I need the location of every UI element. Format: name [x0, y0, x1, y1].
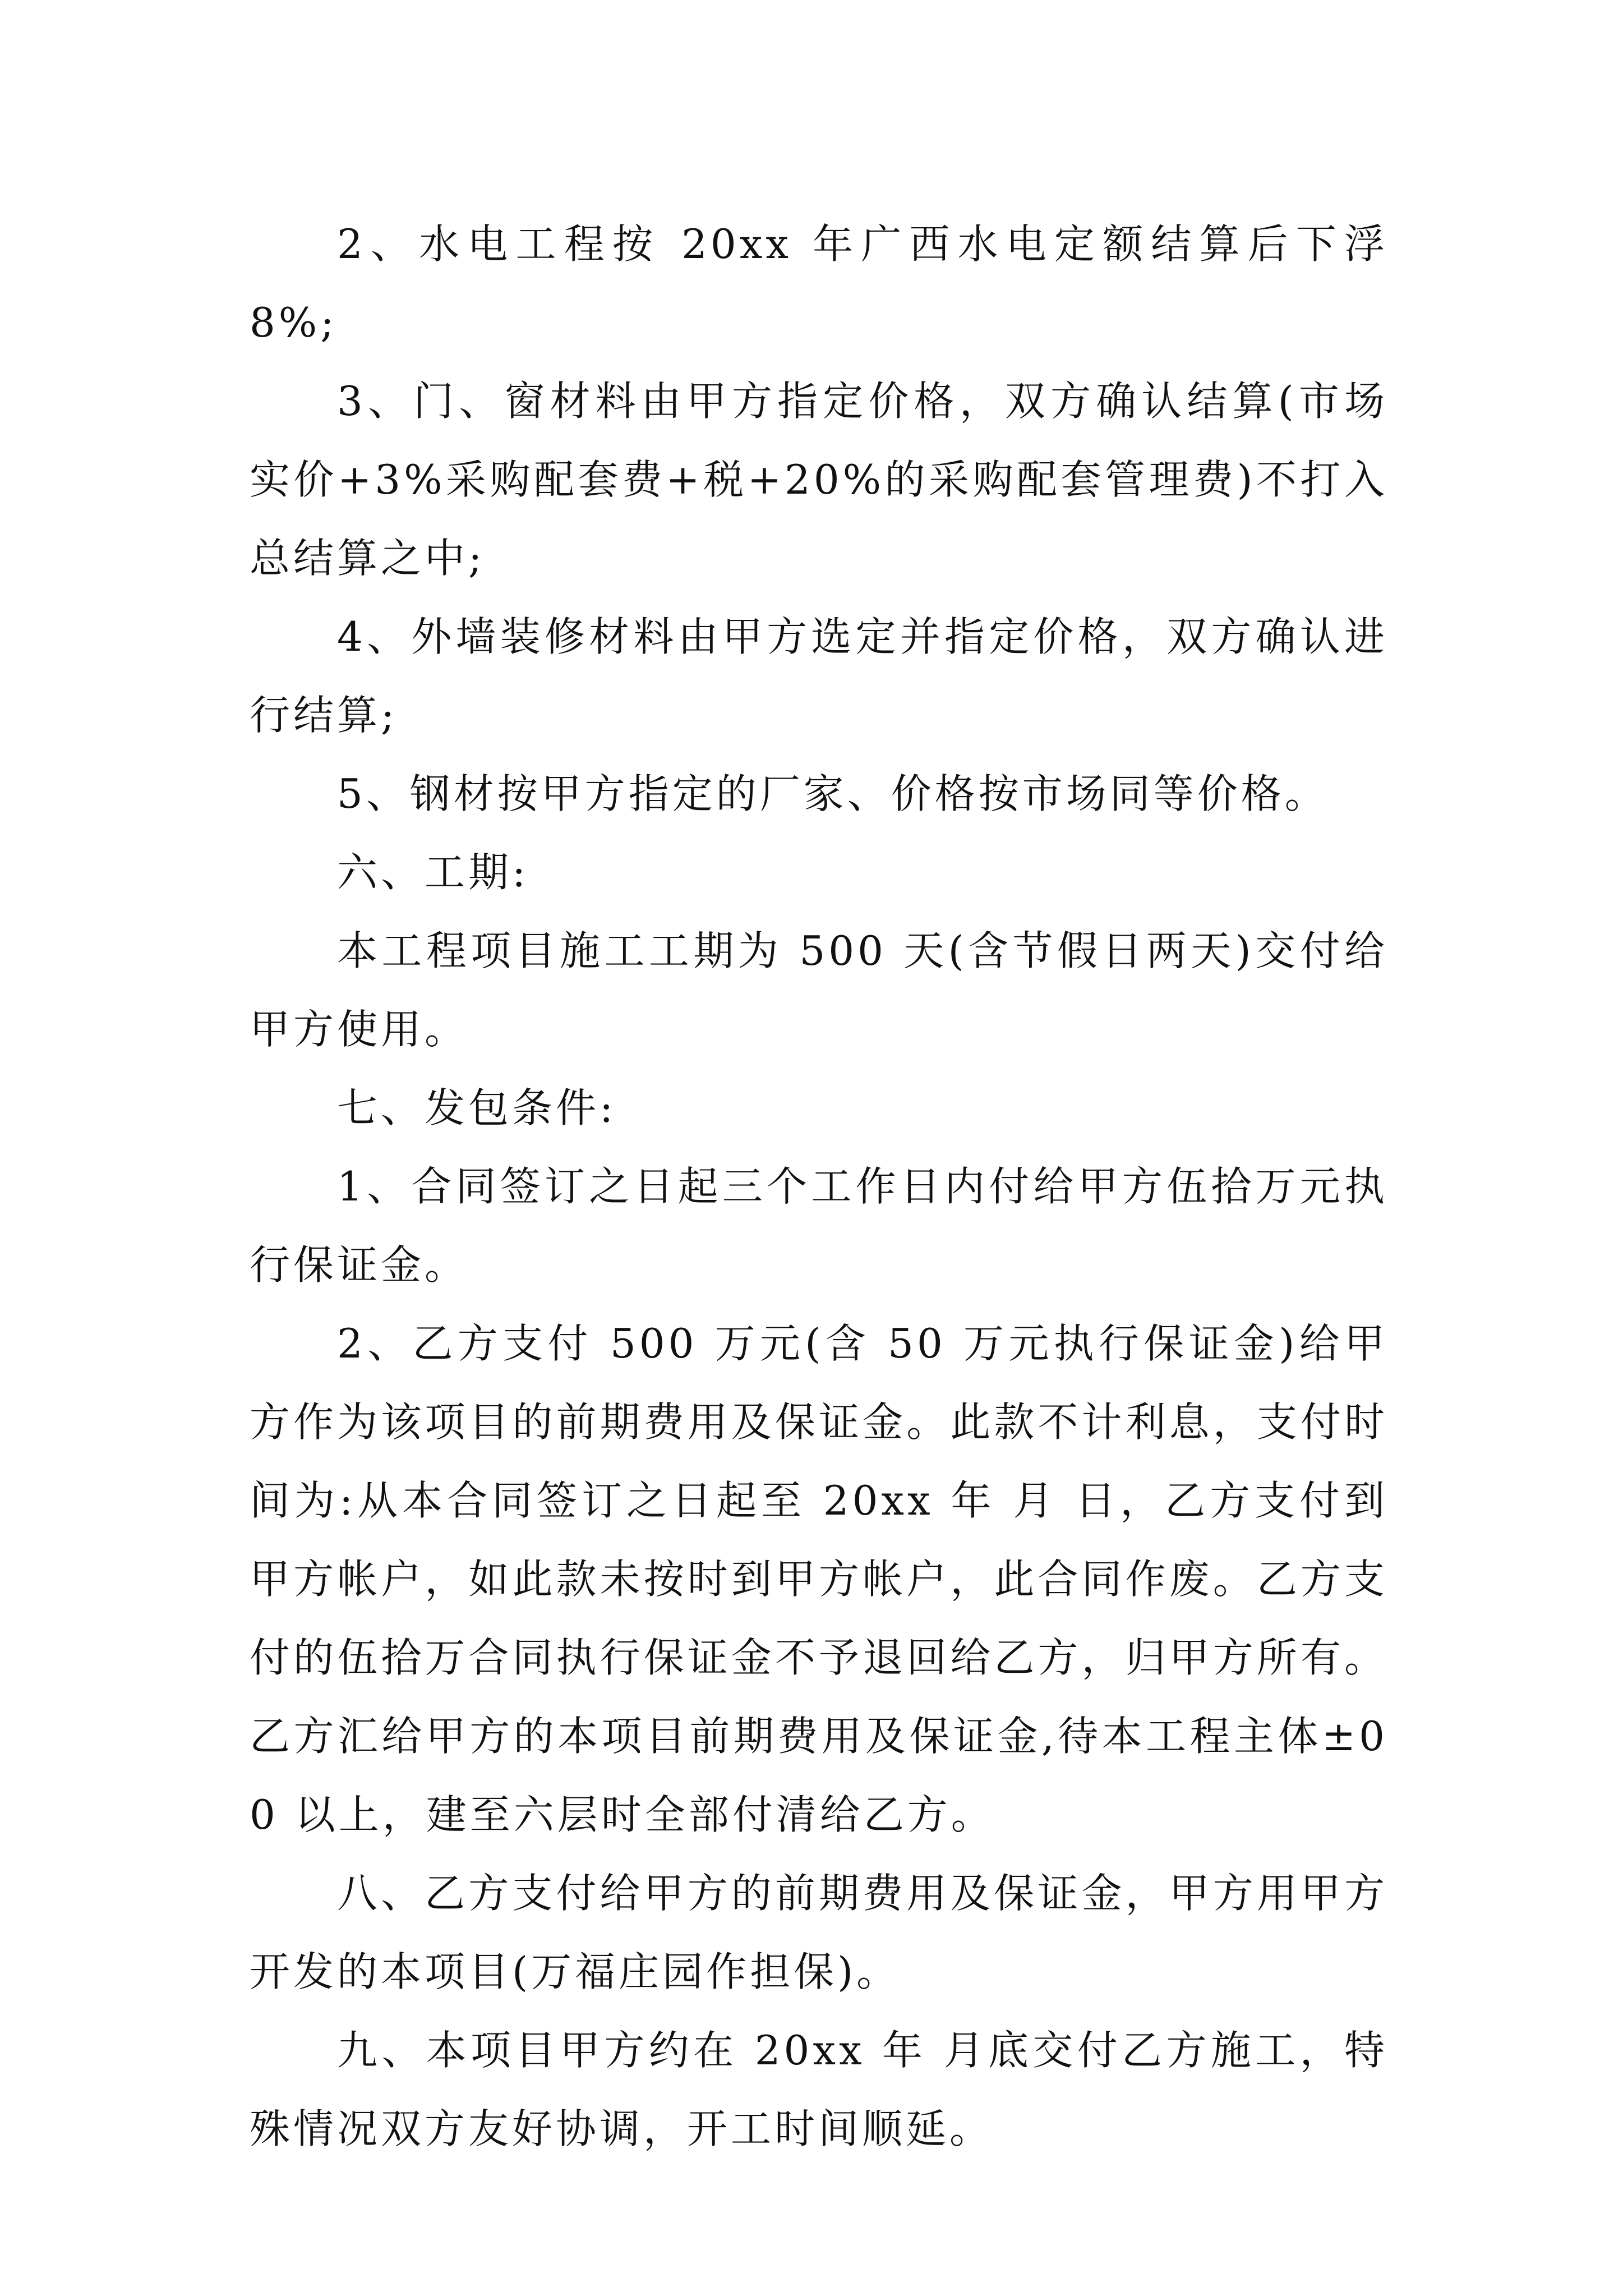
paragraph-doors-windows-pricing: 3、门、窗材料由甲方指定价格，双方确认结算(市场实价+3%采购配套费+税+20%的采购配套管理费)不打入总结算之中; — [250, 378, 1388, 582]
section-heading-schedule: 六、工期: — [337, 849, 529, 896]
paragraph-handover-schedule: 九、本项目甲方约在 20xx 年 月底交付乙方施工，特殊情况双方友好协调，开工时间顺延。 — [250, 2027, 1388, 2152]
paragraph-steel-pricing: 5、钢材按甲方指定的厂家、价格按市场同等价格。 — [337, 770, 1329, 817]
paragraph-guarantee: 八、乙方支付给甲方的前期费用及保证金，甲方用甲方开发的本项目(万福庄园作担保)。 — [250, 1870, 1388, 1995]
paragraph-construction-period: 本工程项目施工工期为 500 天(含节假日两天)交付给甲方使用。 — [250, 927, 1388, 1053]
paragraph-exterior-materials: 4、外墙装修材料由甲方选定并指定价格，双方确认进行结算; — [250, 613, 1388, 739]
document-body — [250, 205, 1388, 2168]
section-heading-contract-conditions: 七、发包条件: — [337, 1084, 617, 1131]
paragraph-upfront-payment: 2、乙方支付 500 万元(含 50 万元执行保证金)给甲方作为该项目的前期费用及保证金。此款不计利息，支付时间为:从本合同签订之日起至 20xx 年 月 日，乙方支付到甲方帐户，如此款未按时到甲方帐户，此合同作废。乙方支付的伍拾万合同执行保证金不予退回给乙方，归甲方所有。乙方汇给甲方的本项目前期费用及保证金,待本工程主体±00 以上，建至六层时全部付清给乙方。 — [250, 1320, 1388, 1838]
paragraph-performance-deposit: 1、合同签订之日起三个工作日内付给甲方伍拾万元执行保证金。 — [250, 1163, 1388, 1289]
paragraph-utilities-settlement: 2、水电工程按 20xx 年广西水电定额结算后下浮 8%; — [250, 220, 1388, 346]
